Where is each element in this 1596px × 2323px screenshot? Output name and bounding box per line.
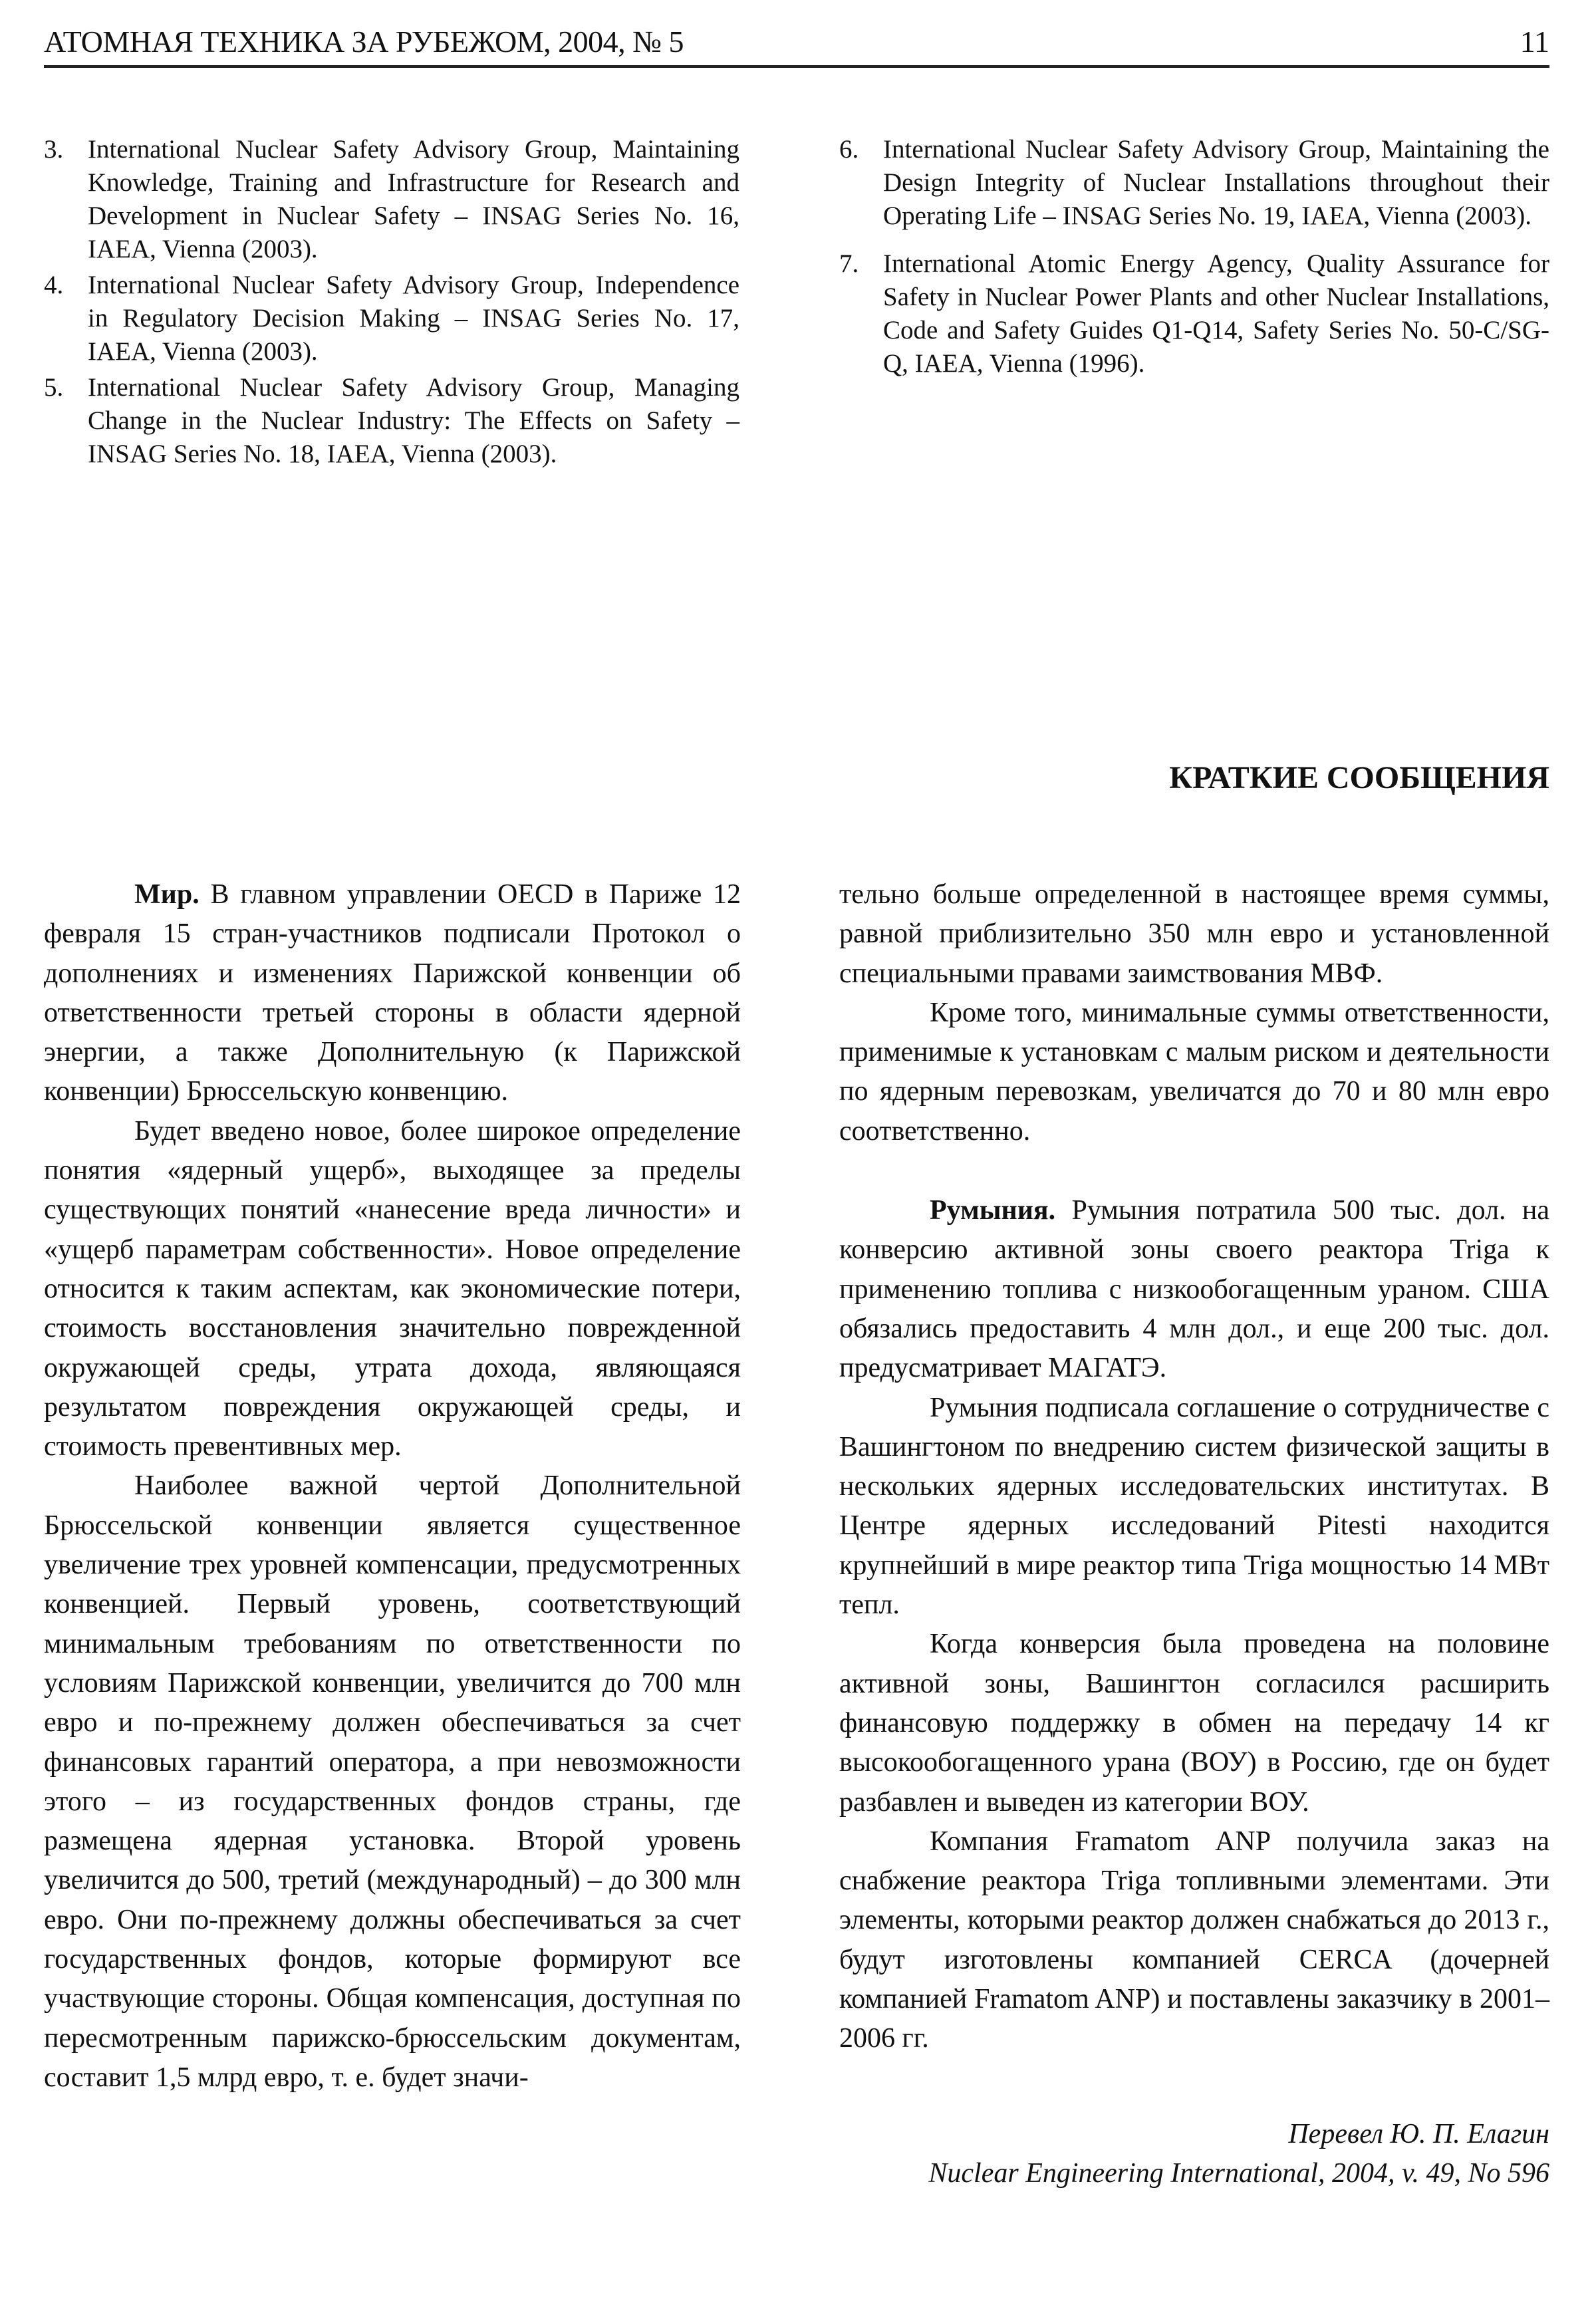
reference-text: International Nuclear Safety Advisory Group, Managing Change in the Nuclear Industry: The Effects on Safety – INSAG Series No. 18, IAEA, Vienna (2003).: [88, 373, 739, 468]
paragraph-text: В главном управлении OECD в Париже 12 февраля 15 стран-участников подписали Протокол о дополнениях и изменениях Парижской конвенции об ответственности третьей стороны в области ядерной энергии, а также Дополнительную (к Парижской конвенции) Брюссельскую конвенцию.: [44, 879, 741, 1107]
news-lead-romania: Румыния.: [930, 1195, 1056, 1226]
page-number: 11: [1520, 25, 1549, 59]
credits: [928, 2115, 1549, 2193]
reference-number: 4.: [44, 271, 64, 299]
reference-text: International Nuclear Safety Advisory Group, Maintaining the Design Integrity of Nuclear Installations throughout their Operating Life – INSAG Series No. 19, IAEA, Vienna (2003).: [883, 135, 1549, 230]
reference-text: International Nuclear Safety Advisory Group, Independence in Regulatory Decision Making – INSAG Series No. 17, IAEA, Vienna (2003).: [88, 271, 739, 366]
paragraph: Будет введено новое, более широкое определение понятия «ядерный ущерб», выходящее за пределы существующих понятий «нанесение вреда личности» и «ущерб параметрам собственности». Новое определение относится к таким аспектам, как экономические потери, стоимость восстановления значительно поврежденной окружающей среды, утрата дохода, являющаяся результатом повреждения окружающей среды, и стоимость превентивных мер.: [44, 1115, 741, 1462]
paragraph: Румыния подписала соглашение о сотрудничестве с Вашингтоном по внедрению систем физической защиты в нескольких ядерных исследовательских институтах. В Центре ядерных исследований Pitesti находится крупнейший в мире реактор типа Triga мощностью 14 МВт тепл.: [839, 1392, 1549, 1621]
paragraph: [44, 875, 741, 1112]
journal-title: АТОМНАЯ ТЕХНИКА ЗА РУБЕЖОМ, 2004, № 5: [44, 25, 684, 59]
reference-item: [839, 247, 1549, 380]
translator-credit: Перевел Ю. П. Елагин: [1288, 2119, 1549, 2149]
reference-item: [44, 269, 739, 368]
news-lead-world: Мир.: [134, 879, 200, 910]
paragraph: Наиболее важной чертой Дополнительной Брюссельской конвенции является существенное увеличение трех уровней компенсации, предусмотренных конвенцией. Первый уровень, соответствующий минимальным требованиям по ответственности по условиям Парижской конвенции, увеличится до 700 млн евро и по-прежнему должен обеспечиваться за счет финансовых гарантий оператора, а при невозможности этого – из государственных фондов страны, где размещена ядерная установка. Второй уровень увеличится до 500, третий (международный) – до 300 млн евро. Они по-прежнему должны обеспечиваться за счет государственных фондов, которые формируют все участвующие стороны. Общая компенсация, доступная по пересмотренным парижско-брюссельским документам, составит 1,5 млрд евро, т. е. будет значи-: [44, 1470, 741, 2093]
reference-text: International Atomic Energy Agency, Quality Assurance for Safety in Nuclear Power Plants and other Nuclear Installations, Code and Safety Guides Q1-Q14, Safety Series No. 50-C/SG-Q, IAEA, Vienna (1996).: [883, 249, 1549, 378]
reference-number: 7.: [839, 249, 859, 278]
references-left: [44, 133, 739, 474]
reference-item: [44, 371, 739, 471]
paragraph: [839, 1191, 1549, 1388]
column-right: [839, 875, 1549, 2059]
reference-number: 3.: [44, 135, 64, 164]
section-title: КРАТКИЕ СООБЩЕНИЯ: [1169, 760, 1549, 795]
reference-item: [44, 133, 739, 266]
reference-item: [839, 133, 1549, 233]
reference-number: 5.: [44, 373, 64, 402]
paragraph-text: Румыния потратила 500 тыс. дол. на конверсию активной зоны своего реактора Triga к применению топлива с низкообогащенным ураном. США обязались предоставить 4 млн дол., и еще 200 тыс. дол. предусматривает МАГАТЭ.: [839, 1195, 1549, 1384]
column-left: [44, 875, 741, 2098]
paragraph: Когда конверсия была проведена на половине активной зоны, Вашингтон согласился расширить финансовую поддержку в обмен на передачу 14 кг высокообогащенного урана (ВОУ) в Россию, где он будет разбавлен и выведен из категории ВОУ.: [839, 1629, 1549, 1818]
paragraph: Компания Framatom ANP получила заказ на снабжение реактора Triga топливными элементами. Эти элементы, которыми реактор должен снабжаться до 2013 г., будут изготовлены компанией CERCA (дочерней компанией Framatom ANP) и поставлены заказчику в 2001–2006 гг.: [839, 1826, 1549, 2054]
reference-number: 6.: [839, 135, 859, 164]
reference-text: International Nuclear Safety Advisory Group, Maintaining Knowledge, Training and Infrastructure for Research and Development in Nuclear Safety – INSAG Series No. 16, IAEA, Vienna (2003).: [88, 135, 739, 263]
running-header: [44, 20, 1549, 68]
references-right: [839, 133, 1549, 395]
source-credit: Nuclear Engineering International, 2004, v. 49, No 596: [928, 2158, 1549, 2189]
paragraph-continued: тельно больше определенной в настоящее время суммы, равной приблизительно 350 млн евро и установленной специальными правами заимствования МВФ.: [839, 879, 1549, 989]
paragraph: Кроме того, минимальные суммы ответственности, применимые к установкам с малым риском и деятельности по ядерным перевозкам, увеличатся до 70 и 80 млн евро соответственно.: [839, 997, 1549, 1147]
